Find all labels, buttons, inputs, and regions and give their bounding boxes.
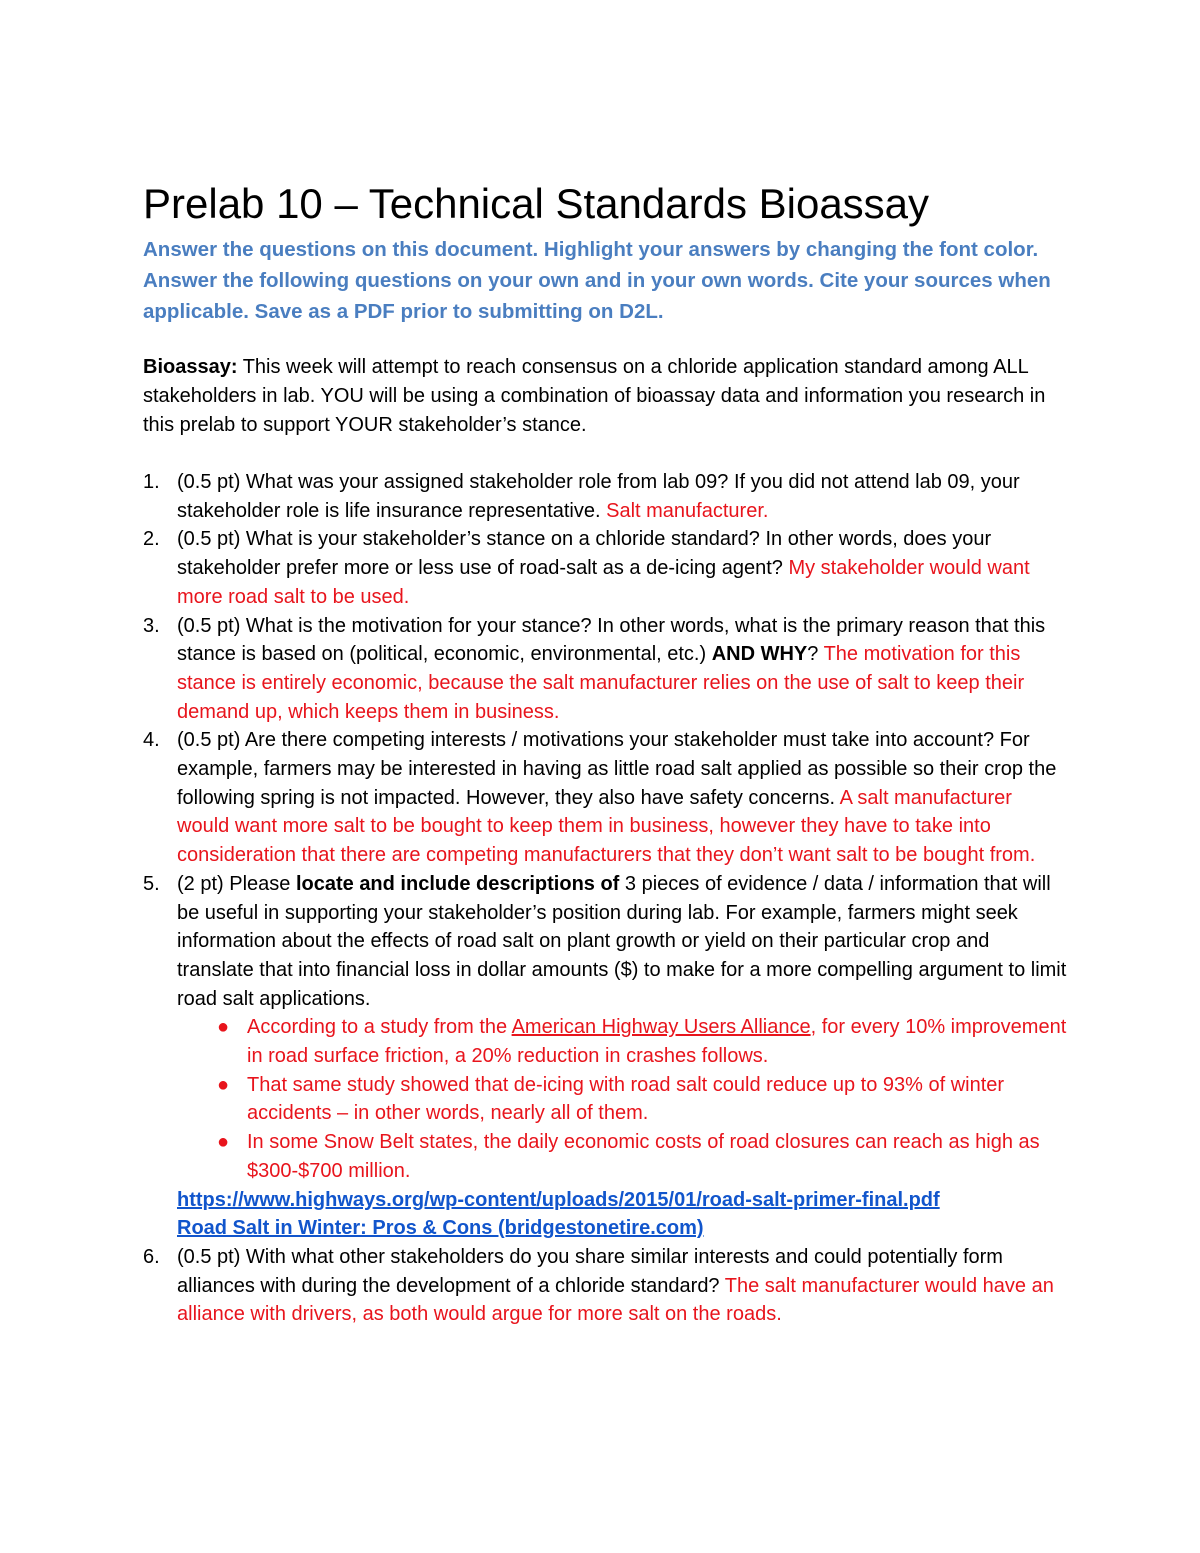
question-list	[143, 468, 1068, 1329]
question-item	[143, 468, 1068, 525]
question-item	[143, 612, 1068, 727]
intro-label: Bioassay:	[143, 356, 238, 378]
intro-text: This week will attempt to reach consensus on a chloride application standard among ALL stakeholders in lab. YOU will be using a combination of bioassay data and information you research in this prelab to support YOUR stakeholder’s stance.	[143, 356, 1046, 436]
page-title: Prelab 10 – Technical Standards Bioassay	[143, 180, 930, 228]
question-end: ?	[807, 643, 824, 666]
answer-text: The motivation for this stance is entirely economic, because the salt manufacturer relies on the use of salt to keep their demand up, which keeps them in business.	[177, 643, 1025, 723]
answer-text: The salt manufacturer would have an alliance with drivers, as both would argue for more salt on the roads.	[177, 1274, 1054, 1326]
question-text: (0.5 pt) What is your stakeholder’s stance on a chloride standard? In other words, does your stakeholder prefer more or less use of road-salt as a de-icing agent?	[177, 528, 992, 580]
evidence-text: , for every 10% improvement in road surface friction, a 20% reduction in crashes follows.	[247, 1016, 1067, 1068]
instructions-text: Answer the questions on this document. Highlight your answers by changing the font color. Answer the following questions on your own and in your own words. Cite your sources when applicable. Save as a PDF prior to submitting on D2L.	[143, 238, 1051, 323]
question-number: 5.	[143, 872, 160, 895]
source-links	[177, 1186, 1068, 1243]
evidence-list	[177, 1013, 1068, 1185]
evidence-item	[177, 1071, 1068, 1128]
evidence-item	[177, 1013, 1068, 1070]
bullet-icon: ●	[217, 1073, 230, 1096]
evidence-text: In some Snow Belt states, the daily economic costs of road closures can reach as high as $300-$700 million.	[247, 1131, 1040, 1182]
url-link[interactable]: https://www.highways.org/wp-content/uploads/2015/01/road-salt-primer-final.pdf	[177, 1188, 940, 1211]
question-number: 3.	[143, 614, 160, 637]
question-text: (0.5 pt) What is the motivation for your stance? In other words, what is the primary reason that this stance is based on (political, economic, environmental, etc.)	[177, 614, 1046, 666]
bullet-icon: ●	[217, 1131, 230, 1154]
question-item	[143, 1243, 1068, 1329]
question-text: 3 pieces of evidence / data / information that will be useful in supporting your stakeholder’s position during lab. For example, farmers might seek information about the effects of road salt on plant growth or yield on their particular crop and translate that into financial loss in dollar amounts ($) to make for a more compelling argument to limit road salt applications.	[177, 872, 1067, 1010]
question-text: (0.5 pt) With what other stakeholders do you share similar interests and could potentially form alliances with during the development of a chloride standard?	[177, 1245, 1003, 1297]
evidence-item	[177, 1128, 1068, 1185]
question-text: (0.5 pt) Are there competing interests / motivations your stakeholder must take into account? For example, farmers may be interested in having as little road salt applied as possible so their crop the following spring is not impacted. However, they also have safety concerns.	[177, 729, 1057, 809]
question-number: 1.	[143, 471, 160, 493]
question-number: 6.	[143, 1245, 160, 1268]
question-text-start: (2 pt) Please	[177, 872, 296, 895]
answer-text: A salt manufacturer would want more salt to be bought to keep them in business, however they have to take into consideration that there are competing manufacturers that they don’t want salt to be bought from.	[177, 786, 1036, 867]
answer-text: Salt manufacturer.	[606, 499, 769, 522]
answer-text: My stakeholder would want more road salt to be used.	[177, 557, 1030, 608]
evidence-text: According to a study from the	[247, 1016, 512, 1039]
question-item	[143, 870, 1068, 1243]
question-number: 2.	[143, 528, 160, 551]
source-link[interactable]: American Highway Users Alliance	[511, 1016, 811, 1039]
evidence-text: That same study showed that de-icing with road salt could reduce up to 93% of winter accidents – in other words, nearly all of them.	[247, 1073, 1005, 1125]
intro-paragraph	[143, 353, 1068, 440]
question-item	[143, 726, 1068, 870]
question-text: (0.5 pt) What was your assigned stakeholder role from lab 09? If you did not attend lab 09, your stakeholder role is life insurance representative.	[177, 471, 1020, 522]
question-emphasis: locate and include descriptions of	[295, 872, 620, 895]
question-emphasis: AND WHY	[711, 643, 808, 666]
bullet-icon: ●	[217, 1016, 230, 1039]
url-link[interactable]: Road Salt in Winter: Pros & Cons (bridgestonetire.com)	[177, 1217, 704, 1240]
question-number: 4.	[143, 729, 160, 752]
question-item	[143, 525, 1068, 611]
